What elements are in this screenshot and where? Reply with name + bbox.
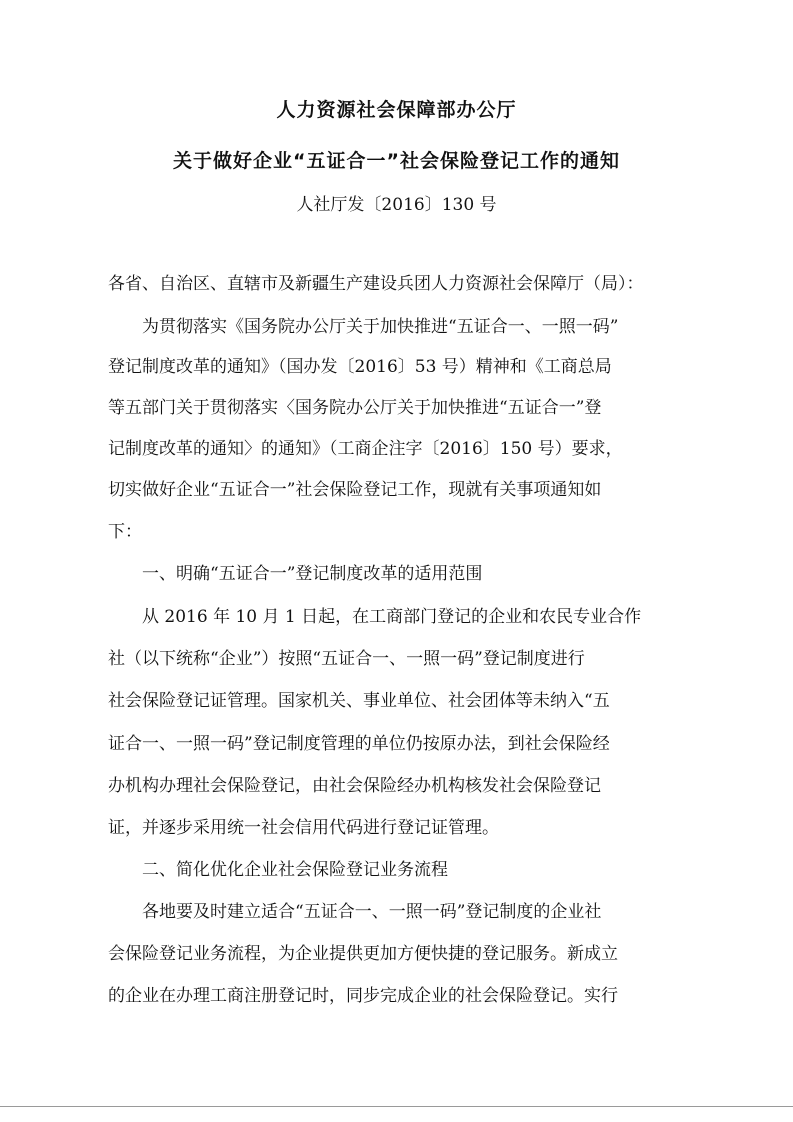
- section2-line: 各地要及时建立适合“五证合一、一照一码”登记制度的企业社: [142, 902, 602, 922]
- intro-line: 切实做好企业“五证合一”社会保险登记工作，现就有关事项通知如: [108, 480, 602, 500]
- intro-line: 为贯彻落实《国务院办公厅关于加快推进“五证合一、一照一码”: [142, 317, 619, 337]
- section-heading: 二、简化优化企业社会保险登记业务流程: [142, 860, 448, 880]
- section1-line: 社（以下统称“企业”）按照“五证合一、一照一码”登记制度进行: [108, 649, 585, 669]
- document-number: 人社厅发〔2016〕130 号: [296, 195, 497, 215]
- section2-line: 的企业在办理工商注册登记时，同步完成企业的社会保险登记。实行: [108, 986, 618, 1006]
- intro-line: 下：: [108, 522, 142, 542]
- title-subject: 关于做好企业“五证合一”社会保险登记工作的通知: [173, 150, 620, 172]
- page-bottom-divider: [0, 1106, 793, 1107]
- section1-line: 证合一、一照一码”登记制度管理的单位仍按原办法，到社会保险经: [108, 734, 610, 754]
- intro-line: 等五部门关于贯彻落实〈国务院办公厅关于加快推进“五证合一”登: [108, 398, 602, 418]
- section1-line: 从 2016 年 10 月 1 日起，在工商部门登记的企业和农民专业合作: [142, 607, 642, 627]
- intro-line: 登记制度改革的通知》（国办发〔2016〕53 号）精神和《工商总局: [108, 357, 612, 377]
- section-heading: 一、明确“五证合一”登记制度改革的适用范围: [142, 564, 483, 584]
- intro-line: 记制度改革的通知〉的通知》（工商企注字〔2016〕150 号）要求，: [108, 439, 623, 459]
- addressee-line: 各省、自治区、直辖市及新疆生产建设兵团人力资源社会保障厅（局）：: [108, 274, 644, 294]
- section1-line: 办机构办理社会保险登记，由社会保险经办机构核发社会保险登记: [108, 776, 601, 796]
- title-issuer: 人力资源社会保障部办公厅: [276, 99, 517, 121]
- section1-line: 证，并逐步采用统一社会信用代码进行登记证管理。: [108, 818, 499, 838]
- section1-line: 社会保险登记证管理。国家机关、事业单位、社会团体等未纳入“五: [108, 691, 610, 711]
- section2-line: 会保险登记业务流程，为企业提供更加方便快捷的登记服务。新成立: [108, 944, 618, 964]
